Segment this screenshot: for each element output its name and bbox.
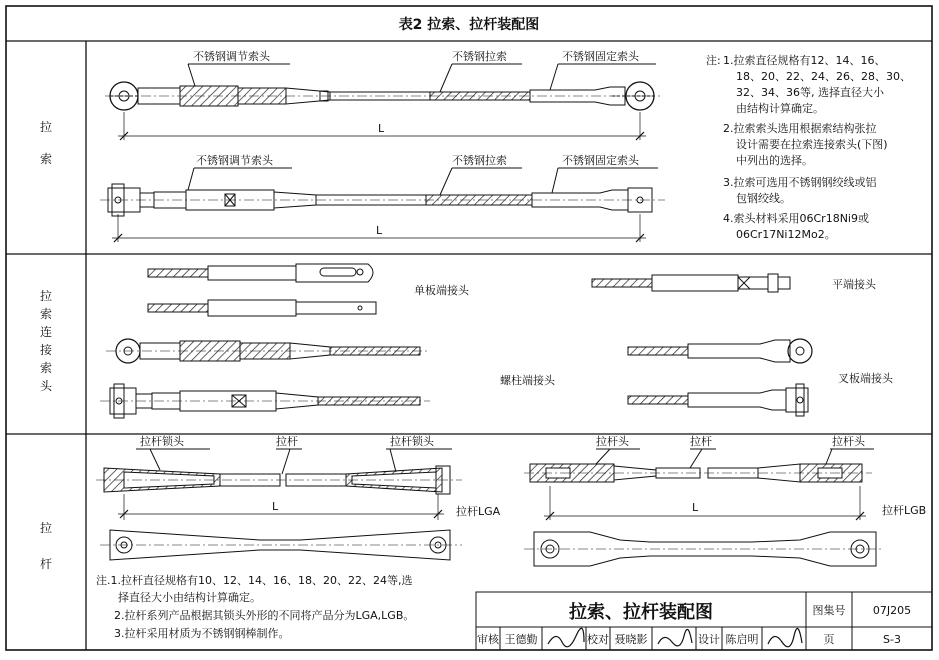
label-fork-end: 叉板端接头 — [838, 372, 893, 385]
label-head-left: 拉杆头 — [596, 435, 629, 448]
label-single-plate: 单板端接头 — [414, 284, 469, 297]
label-head-right: 拉杆头 — [832, 435, 865, 448]
note-line: 06Cr17Ni12Mo2。 — [736, 228, 836, 241]
note-line: 中列出的选择。 — [736, 154, 813, 167]
row-label-char: 索 — [39, 361, 53, 375]
cable-assembly-bottom — [100, 168, 665, 242]
note-line: 3.拉杆采用材质为不锈钢钢棒制作。 — [114, 627, 290, 640]
atlas-no-label: 图集号 — [812, 604, 846, 617]
note-line: 1.拉索直径规格有12、14、16、 — [723, 54, 886, 67]
label-cable-bottom: 不锈钢拉索 — [452, 154, 507, 167]
row-label-char: 拉 — [39, 521, 53, 535]
row-label-char: 索 — [39, 152, 53, 166]
table-title: 表2 拉索、拉杆装配图 — [398, 17, 540, 33]
row-label-char: 杆 — [39, 557, 53, 571]
note-line: 4.索头材料采用06Cr18Ni9或 — [723, 212, 869, 225]
label-lock-head-right: 拉杆锁头 — [390, 435, 434, 448]
label-fixed-head-bottom: 不锈钢固定索头 — [562, 154, 639, 167]
rod-assembly-lga — [96, 449, 462, 560]
note-line: 由结构计算确定。 — [736, 102, 824, 115]
connector-single-plate — [148, 264, 376, 316]
check-label: 校对 — [587, 633, 609, 646]
dim-L-lgb: L — [692, 501, 699, 514]
row-label-cable — [40, 119, 52, 166]
label-lock-head-left: 拉杆锁头 — [140, 435, 184, 448]
checker: 聂晓影 — [614, 633, 648, 646]
note-line: 32、34、36等, 选择直径大小 — [736, 86, 884, 99]
review-label: 审核 — [477, 633, 499, 646]
label-type-lgb: 拉杆LGB — [882, 504, 927, 517]
atlas-no: 07J205 — [872, 604, 912, 617]
dim-L-lga: L — [272, 500, 279, 513]
note-line: 包钢绞线。 — [736, 192, 791, 205]
dim-L-bottom: L — [376, 224, 383, 237]
note-line: 18、20、22、24、26、28、30、 — [736, 70, 911, 83]
label-fixed-head-top: 不锈钢固定索头 — [562, 50, 639, 63]
connector-flat-end — [592, 274, 790, 292]
label-flat-end: 平端接头 — [832, 278, 876, 291]
row-label-char: 拉 — [39, 120, 53, 134]
designer: 陈启明 — [725, 633, 759, 646]
row-label-char: 拉 — [39, 289, 53, 303]
row-label-char: 连 — [39, 325, 53, 339]
notes-prefix: 注: — [706, 54, 721, 67]
drawing-title: 拉索、拉杆装配图 — [569, 602, 713, 623]
label-stud-end: 螺柱端接头 — [500, 374, 555, 387]
note-line: 择直径大小由结构计算确定。 — [118, 591, 261, 604]
note-line: 2.拉索索头选用根据索结构张拉 — [723, 122, 877, 135]
note-line: 3.拉索可选用不锈钢钢绞线或铝 — [723, 176, 877, 189]
reviewer-signature — [548, 628, 584, 647]
row-label-connectors — [40, 288, 53, 393]
label-type-lga: 拉杆LGA — [456, 505, 501, 518]
label-rod-lga: 拉杆 — [276, 435, 298, 448]
note-line: 2.拉杆系列产品根据其锁头外形的不同将产品分为LGA,LGB。 — [114, 609, 415, 622]
label-cable-top: 不锈钢拉索 — [452, 50, 507, 63]
page-number: S-3 — [883, 633, 901, 646]
note-line: 设计需要在拉索连接索头(下图) — [736, 138, 888, 151]
reviewer: 王德勤 — [504, 633, 538, 646]
row-label-char: 头 — [39, 379, 53, 393]
label-adjust-head-bottom: 不锈钢调节索头 — [196, 154, 273, 167]
designer-signature — [768, 628, 802, 646]
dim-L-top: L — [378, 122, 385, 135]
notes-cable — [706, 53, 911, 241]
design-label: 设计 — [698, 633, 720, 646]
notes-rod — [96, 573, 414, 640]
row-label-char: 接 — [39, 343, 53, 357]
row-label-rod — [40, 520, 52, 571]
rod-assembly-lgb — [524, 449, 884, 566]
connector-fork-end — [628, 339, 812, 416]
page-label: 页 — [823, 633, 835, 646]
note-line: 注.1.拉杆直径规格有10、12、14、16、18、20、22、24等,选 — [96, 574, 413, 587]
checker-signature — [658, 629, 692, 645]
label-adjust-head-top: 不锈钢调节索头 — [193, 50, 270, 63]
row-label-char: 索 — [39, 307, 53, 321]
connector-stud-end — [100, 339, 430, 418]
label-rod-lgb: 拉杆 — [690, 435, 712, 448]
